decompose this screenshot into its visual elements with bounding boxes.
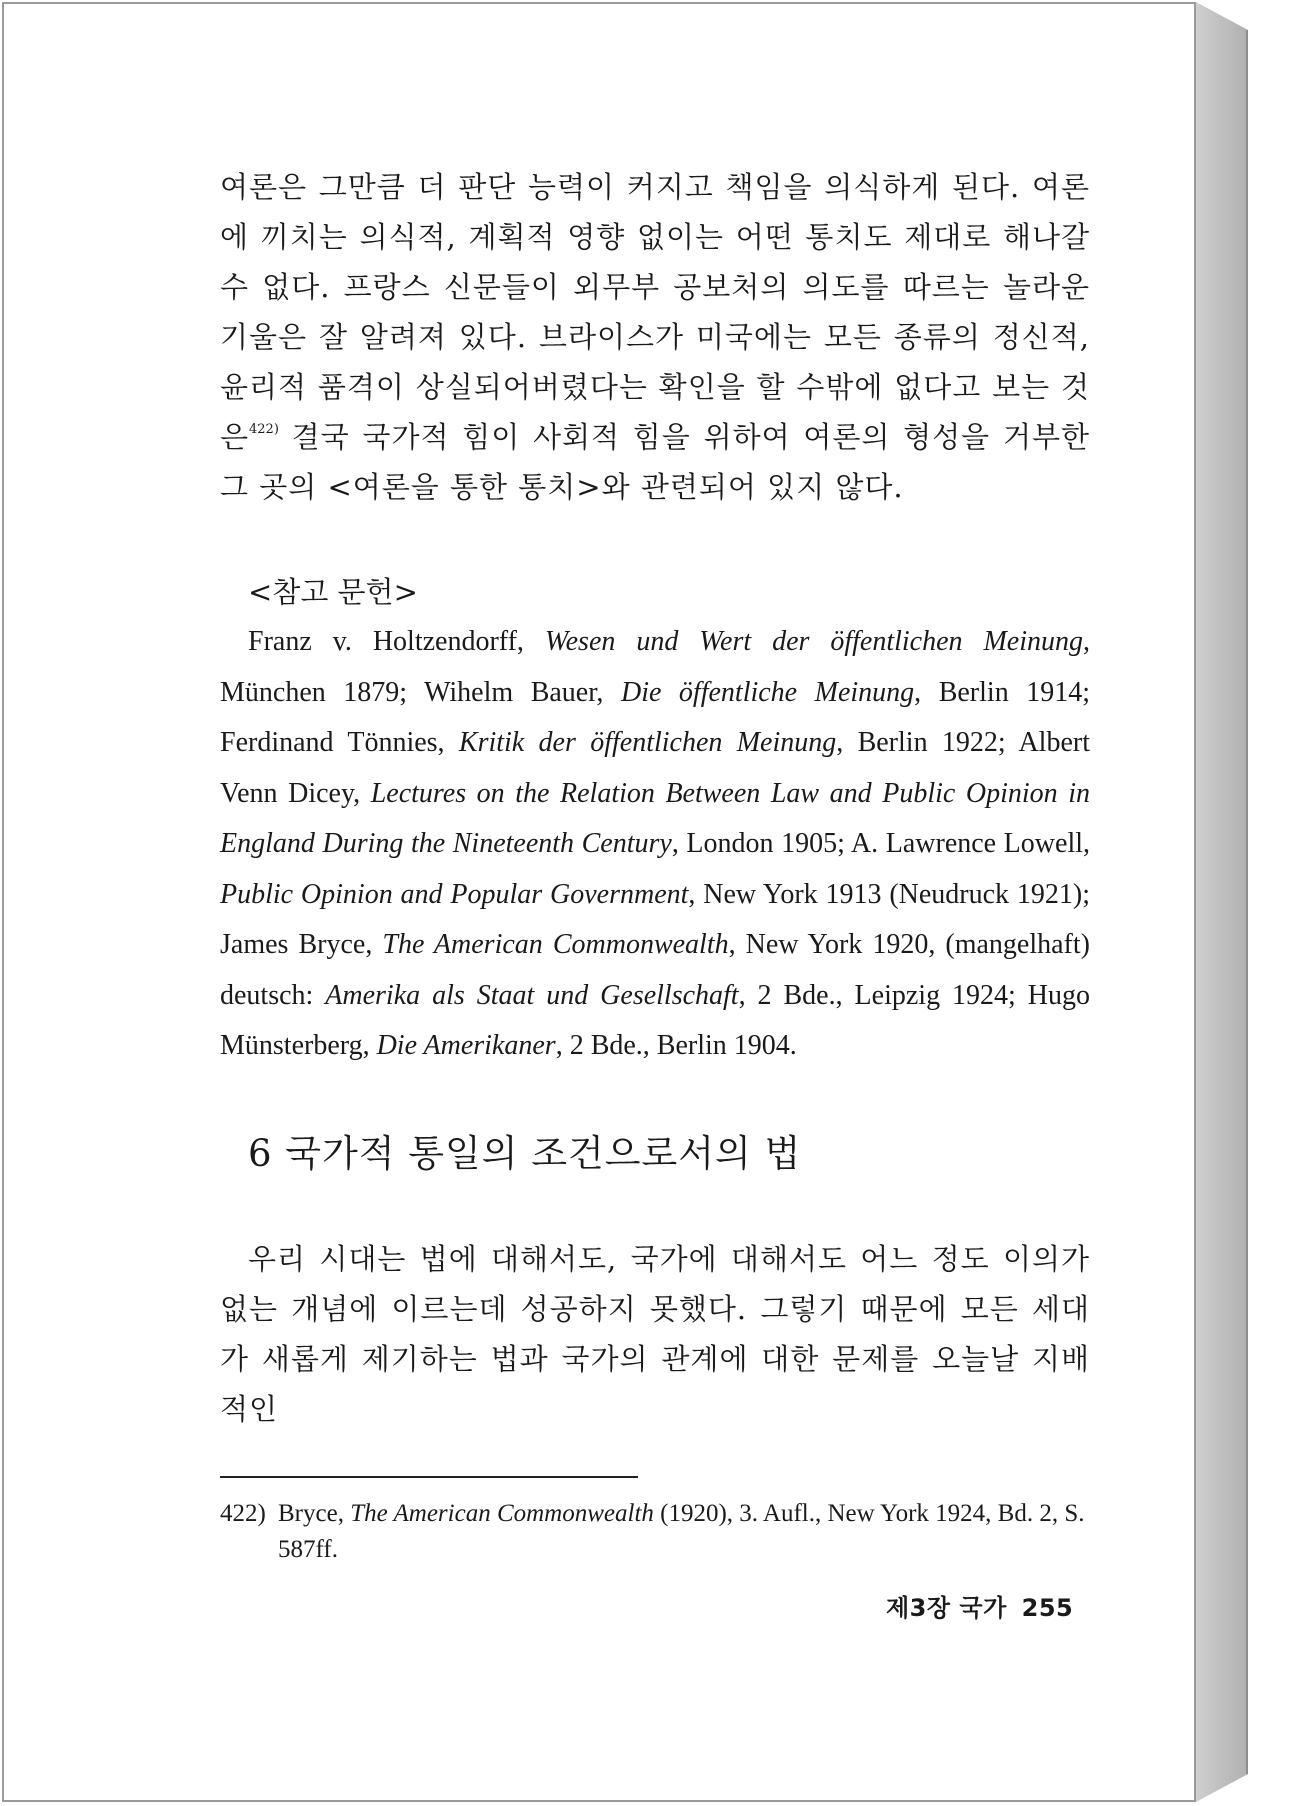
reference-text: , New York 1913 (Neudruck 1921); James Bryce, <box>220 878 1090 960</box>
paragraph-2: 우리 시대는 법에 대해서도, 국가에 대해서도 어느 정도 이의가 없는 개념에 이르는데 성공하지 못했다. 그렇기 때문에 모든 세대가 새롭게 제기하는 법과 국가의 관계에 대한 문제를 오늘날 지배적인 <box>220 1241 1090 1426</box>
reference-title: Public Opinion and Popular Government <box>220 878 689 910</box>
page-folio <box>880 1588 1073 1623</box>
reference-text: , London 1905; A. Lawrence Lowell, <box>671 828 1090 859</box>
page-content <box>220 162 1090 1568</box>
paragraph-1 <box>220 162 1090 512</box>
reference-title: Wesen und Wert der öffentlichen Meinung <box>544 626 1083 657</box>
page-edge-line <box>1246 30 1248 1774</box>
paragraph-2-container <box>220 1234 1090 1434</box>
reference-title: Kritik der öffentlichen Meinung <box>458 727 837 758</box>
footnote <box>220 1496 1090 1568</box>
reference-title: Die öffentliche Meinung <box>620 676 915 708</box>
footnote-divider <box>220 1476 638 1478</box>
reference-title: Amerika als Staat und Gesellschaft <box>325 979 739 1011</box>
footnote-text: (1920), 3. Aufl., New York 1924, Bd. 2, S. 587ff. <box>278 1499 1085 1563</box>
reference-text: , München 1879; Wihelm Bauer, <box>220 626 1090 708</box>
references-paragraph <box>220 617 1090 1072</box>
section-heading: 6 국가적 통일의 조건으로서의 법 <box>248 1131 802 1175</box>
reference-text: , 2 Bde., Berlin 1904. <box>555 1030 797 1061</box>
paragraph-1-text: 여론은 그만큼 더 판단 능력이 커지고 책임을 의식하게 된다. 여론에 끼치는 의식적, 계획적 영향 없이는 어떤 통치도 제대로 해나갈 수 없다. 프랑스 신문들이 외무부 공보처의 의도를 따르는 놀라운 기울은 잘 알려져 있다. 브라이스가 미국에는 모든 종류의 정신적, 윤리적 품격이 상실되어버렸다는 확인을 할 수밖에 없다고 보는 것은 <box>220 170 1090 454</box>
footnote-text: Bryce, <box>278 1499 351 1527</box>
references-heading: <참고 문헌> <box>248 575 418 609</box>
reference-text: , New York 1920, (mangelhaft) deutsch: <box>220 929 1090 1011</box>
reference-text: Franz v. Holtzendorff, <box>248 626 545 657</box>
reference-title: Lectures on the Relation Between Law and Public Opinion in England During the Nineteenth Century <box>220 777 1090 859</box>
footnote-number: 422) <box>220 1499 266 1527</box>
footnote-text <box>278 1496 1090 1568</box>
reference-title: Die Amerikaner <box>376 1030 556 1061</box>
reference-text: , 2 Bde., Leipzig 1924; Hugo Münsterberg, <box>220 979 1090 1061</box>
paragraph-1-text-continued: 결국 국가적 힘이 사회적 힘을 위하여 여론의 형성을 거부한 그 곳의 <여론을 통한 통치>와 관련되어 있지 않다. <box>220 420 1090 504</box>
reference-text: , Berlin 1922; Albert Venn Dicey, <box>220 727 1090 809</box>
running-head-chapter: 제3장 국가 <box>886 1594 1007 1622</box>
reference-title: The American Commonwealth <box>382 929 729 960</box>
book-page-edge <box>1196 2 1248 1802</box>
references-list <box>220 617 1090 1072</box>
page-number: 255 <box>1021 1594 1074 1622</box>
footnote-title: The American Commonwealth <box>350 1499 654 1527</box>
reference-text: , Berlin 1914; Ferdinand Tönnies, <box>220 676 1090 758</box>
footnote-reference[interactable]: 422) <box>249 422 279 437</box>
